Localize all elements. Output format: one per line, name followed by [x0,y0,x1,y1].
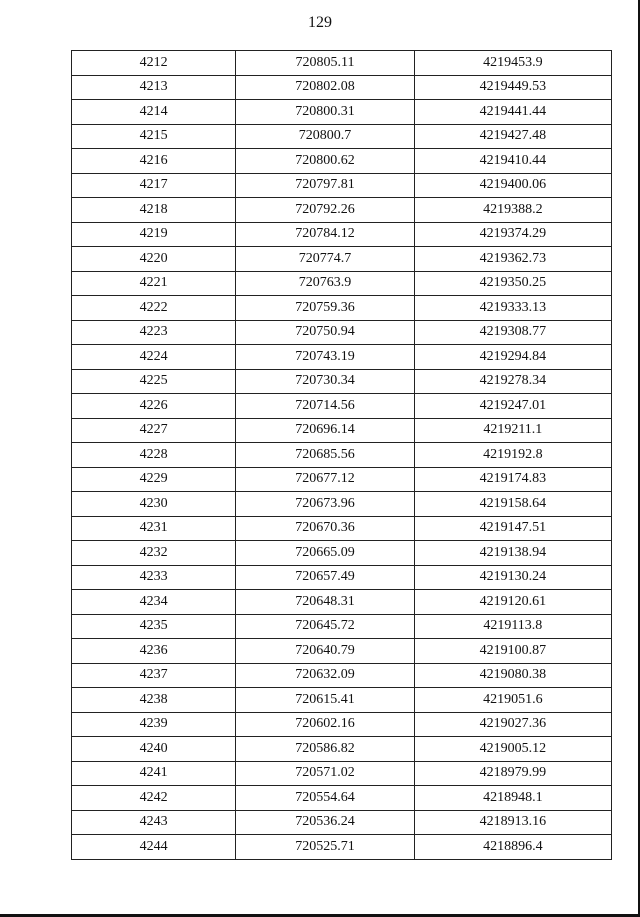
y-coordinate-cell: 4219080.38 [414,663,611,688]
coordinates-table [71,50,612,860]
point-number-cell: 4222 [72,296,236,321]
point-number-cell: 4243 [72,810,236,835]
page-number: 129 [308,14,332,31]
x-coordinate-cell: 720696.14 [236,418,414,443]
point-number-cell: 4232 [72,541,236,566]
table-row [72,394,612,419]
y-coordinate-cell: 4219130.24 [414,565,611,590]
y-coordinate-cell: 4219400.06 [414,173,611,198]
table-row [72,786,612,811]
y-coordinate-cell: 4219453.9 [414,51,611,76]
x-coordinate-cell: 720645.72 [236,614,414,639]
table-row [72,296,612,321]
y-coordinate-cell: 4219333.13 [414,296,611,321]
x-coordinate-cell: 720571.02 [236,761,414,786]
point-number-cell: 4227 [72,418,236,443]
table-row [72,688,612,713]
y-coordinate-cell: 4219294.84 [414,345,611,370]
table-row [72,222,612,247]
table-row [72,51,612,76]
x-coordinate-cell: 720714.56 [236,394,414,419]
y-coordinate-cell: 4219427.48 [414,124,611,149]
y-coordinate-cell: 4219158.64 [414,492,611,517]
y-coordinate-cell: 4219350.25 [414,271,611,296]
table-row [72,541,612,566]
point-number-cell: 4212 [72,51,236,76]
x-coordinate-cell: 720615.41 [236,688,414,713]
point-number-cell: 4234 [72,590,236,615]
table-row [72,810,612,835]
table-row [72,369,612,394]
table-row [72,565,612,590]
point-number-cell: 4241 [72,761,236,786]
x-coordinate-cell: 720525.71 [236,835,414,860]
x-coordinate-cell: 720554.64 [236,786,414,811]
y-coordinate-cell: 4219005.12 [414,737,611,762]
y-coordinate-cell: 4219441.44 [414,100,611,125]
x-coordinate-cell: 720586.82 [236,737,414,762]
table-row [72,639,612,664]
point-number-cell: 4213 [72,75,236,100]
y-coordinate-cell: 4219147.51 [414,516,611,541]
x-coordinate-cell: 720743.19 [236,345,414,370]
y-coordinate-cell: 4218979.99 [414,761,611,786]
x-coordinate-cell: 720648.31 [236,590,414,615]
x-coordinate-cell: 720792.26 [236,198,414,223]
x-coordinate-cell: 720657.49 [236,565,414,590]
table-row [72,761,612,786]
table-row [72,173,612,198]
table-row [72,737,612,762]
x-coordinate-cell: 720730.34 [236,369,414,394]
table-row [72,663,612,688]
table-row [72,835,612,860]
x-coordinate-cell: 720602.16 [236,712,414,737]
y-coordinate-cell: 4218913.16 [414,810,611,835]
table-row [72,516,612,541]
table-row [72,443,612,468]
table-body [72,51,612,860]
point-number-cell: 4239 [72,712,236,737]
point-number-cell: 4214 [72,100,236,125]
point-number-cell: 4238 [72,688,236,713]
y-coordinate-cell: 4219174.83 [414,467,611,492]
x-coordinate-cell: 720797.81 [236,173,414,198]
point-number-cell: 4225 [72,369,236,394]
point-number-cell: 4230 [72,492,236,517]
x-coordinate-cell: 720665.09 [236,541,414,566]
x-coordinate-cell: 720784.12 [236,222,414,247]
y-coordinate-cell: 4219308.77 [414,320,611,345]
table-row [72,247,612,272]
table-row [72,345,612,370]
y-coordinate-cell: 4219113.8 [414,614,611,639]
table-row [72,467,612,492]
table-row [72,75,612,100]
x-coordinate-cell: 720750.94 [236,320,414,345]
x-coordinate-cell: 720759.36 [236,296,414,321]
y-coordinate-cell: 4219211.1 [414,418,611,443]
x-coordinate-cell: 720800.62 [236,149,414,174]
point-number-cell: 4223 [72,320,236,345]
y-coordinate-cell: 4219449.53 [414,75,611,100]
y-coordinate-cell: 4219138.94 [414,541,611,566]
point-number-cell: 4224 [72,345,236,370]
x-coordinate-cell: 720670.36 [236,516,414,541]
y-coordinate-cell: 4219362.73 [414,247,611,272]
table-row [72,320,612,345]
y-coordinate-cell: 4219374.29 [414,222,611,247]
y-coordinate-cell: 4219247.01 [414,394,611,419]
table-row [72,100,612,125]
point-number-cell: 4235 [72,614,236,639]
point-number-cell: 4226 [72,394,236,419]
point-number-cell: 4221 [72,271,236,296]
point-number-cell: 4242 [72,786,236,811]
point-number-cell: 4236 [72,639,236,664]
table-row [72,271,612,296]
point-number-cell: 4229 [72,467,236,492]
y-coordinate-cell: 4219100.87 [414,639,611,664]
table-row [72,149,612,174]
point-number-cell: 4244 [72,835,236,860]
y-coordinate-cell: 4219410.44 [414,149,611,174]
y-coordinate-cell: 4219120.61 [414,590,611,615]
table-row [72,492,612,517]
y-coordinate-cell: 4219192.8 [414,443,611,468]
x-coordinate-cell: 720763.9 [236,271,414,296]
y-coordinate-cell: 4219388.2 [414,198,611,223]
x-coordinate-cell: 720774.7 [236,247,414,272]
point-number-cell: 4218 [72,198,236,223]
point-number-cell: 4215 [72,124,236,149]
table-row [72,712,612,737]
table-row [72,614,612,639]
x-coordinate-cell: 720802.08 [236,75,414,100]
x-coordinate-cell: 720536.24 [236,810,414,835]
table-row [72,198,612,223]
point-number-cell: 4220 [72,247,236,272]
point-number-cell: 4217 [72,173,236,198]
x-coordinate-cell: 720800.31 [236,100,414,125]
point-number-cell: 4228 [72,443,236,468]
point-number-cell: 4216 [72,149,236,174]
y-coordinate-cell: 4218896.4 [414,835,611,860]
x-coordinate-cell: 720632.09 [236,663,414,688]
x-coordinate-cell: 720677.12 [236,467,414,492]
point-number-cell: 4237 [72,663,236,688]
table-row [72,124,612,149]
y-coordinate-cell: 4219051.6 [414,688,611,713]
y-coordinate-cell: 4219278.34 [414,369,611,394]
point-number-cell: 4233 [72,565,236,590]
x-coordinate-cell: 720805.11 [236,51,414,76]
table-row [72,418,612,443]
x-coordinate-cell: 720640.79 [236,639,414,664]
point-number-cell: 4240 [72,737,236,762]
x-coordinate-cell: 720685.56 [236,443,414,468]
table-row [72,590,612,615]
point-number-cell: 4219 [72,222,236,247]
y-coordinate-cell: 4219027.36 [414,712,611,737]
x-coordinate-cell: 720800.7 [236,124,414,149]
x-coordinate-cell: 720673.96 [236,492,414,517]
y-coordinate-cell: 4218948.1 [414,786,611,811]
point-number-cell: 4231 [72,516,236,541]
